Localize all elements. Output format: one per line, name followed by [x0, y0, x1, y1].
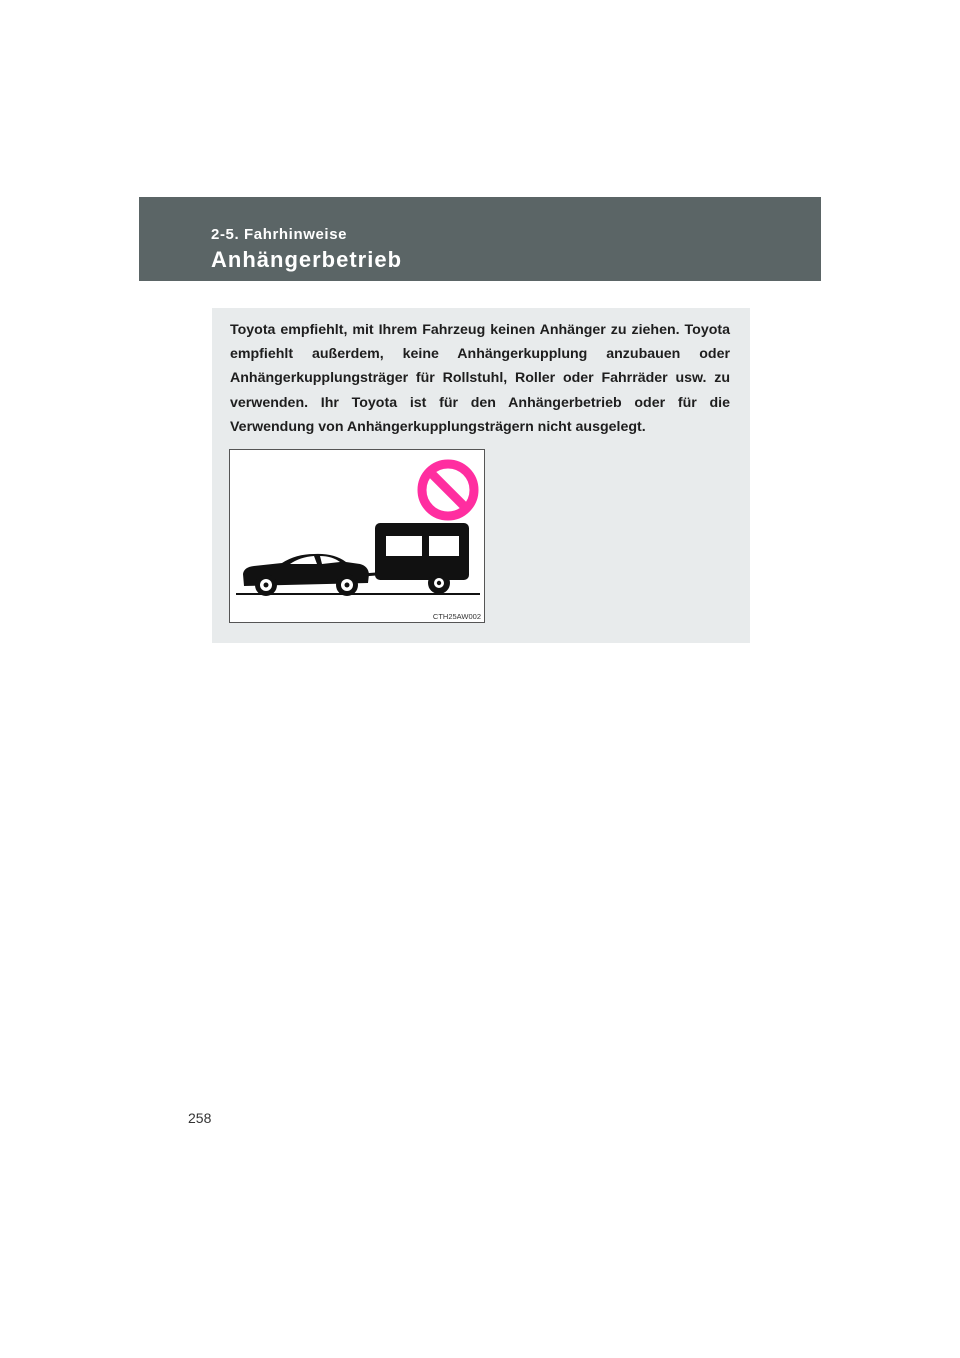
body-paragraph: Toyota empfiehlt, mit Ihrem Fahrzeug keinen Anhänger zu ziehen. Toyota empfiehlt außerdem, keine Anhängerkupplung anzubauen oder Anhängerkupplungsträger für Rollstuhl, Roller oder Fahrräder usw. zu verwenden. Ihr Toyota ist für den Anhängerbetrieb oder für die Verwendung von Anhängerkupplungsträgern nicht ausgelegt. — [230, 322, 730, 435]
prohibition-icon — [422, 464, 474, 516]
towing-illustration — [229, 449, 485, 623]
page-title: Anhängerbetrieb — [211, 247, 403, 272]
section-label: 2-5. Fahrhinweise — [211, 226, 348, 243]
header-band — [139, 197, 821, 281]
note-box — [212, 308, 750, 643]
car-icon — [243, 554, 369, 596]
illustration-graphic — [230, 450, 486, 624]
page-number: 258 — [188, 1110, 212, 1126]
figure-code: CTH25AW002 — [432, 612, 481, 621]
trailer-icon — [350, 523, 469, 594]
